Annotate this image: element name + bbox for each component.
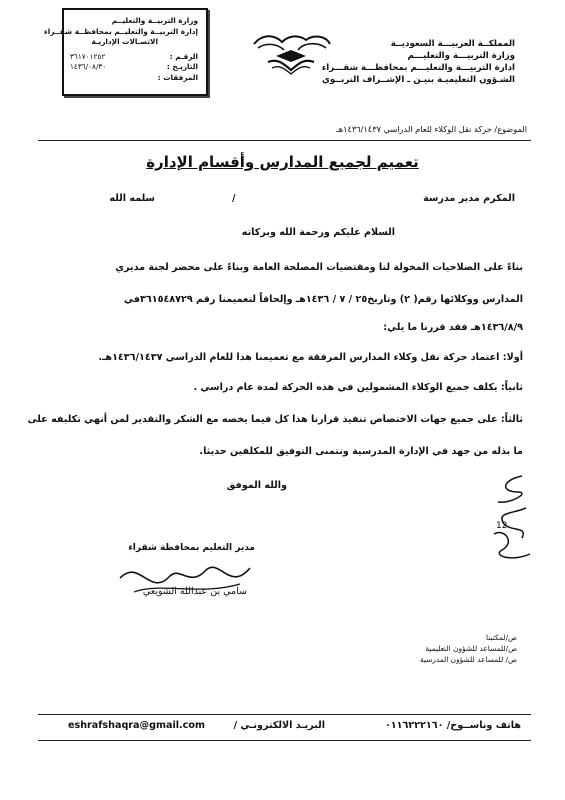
ministry-logo-icon <box>248 30 334 82</box>
paragraph-line-5: ثانياً: يكلف جميع الوكلاء المشمولين في هذه الحركة لمدة عام دراسي . <box>193 382 523 393</box>
stamp-number-value: ٣٦١٧٠١٢٥٢ <box>70 51 106 61</box>
cc-item: ص/للمساعد للشؤون التعليمية <box>425 644 517 653</box>
footer-email-label: البريـد الالكترونـي / <box>233 720 325 731</box>
header-line-2: وزارة التربيـــة والتعليـــم <box>407 51 515 61</box>
signature-scribble-icon <box>110 548 260 608</box>
cc-item: ص/لمكتبنا <box>486 633 517 642</box>
paragraph-line-2: المدارس ووكلائها رقم( ٢) وتاريخ٢٥ / ٧ / ١٤٣٦هـ وإلحاقاً لتعميمنا رقم ٣٦١٥٤٨٧٢٩في <box>124 294 523 305</box>
subject-line: الموضوع/ حركة نقل الوكلاء للعام الدراسي ١٤٣٦/١٤٣٧هـ <box>336 124 527 134</box>
handwritten-note-icon <box>482 468 542 568</box>
signature-name: سامي بن عبدالله الشويعي <box>142 586 247 597</box>
paragraph-line-7: ما بذله من جهد في الإدارة المدرسية ونتمنى التوفيق للمكلفين حديثا. <box>199 446 523 457</box>
svg-text:12: 12 <box>496 521 508 531</box>
addressee: المكرم مدير مدرسة <box>423 193 515 204</box>
cc-list <box>420 632 517 665</box>
stamp-line-1: وزارة التربيــة والتعليــم <box>111 16 198 25</box>
stamp-date-label: التاريـخ : <box>166 62 198 71</box>
footer-divider-bottom <box>38 740 531 741</box>
stamp-number-row <box>70 52 198 63</box>
header-line-1: المملكــة العربيـــة السعوديــة <box>390 39 515 49</box>
closing: والله الموفق <box>226 480 287 491</box>
header-divider <box>38 140 531 141</box>
cc-item: ص/ للمساعد للشؤون المدرسية <box>419 655 517 664</box>
footer-email: eshrafshaqra@gmail.com <box>68 720 205 731</box>
salutation: السلام عليكم ورحمة الله وبركاته <box>241 227 395 238</box>
stamp-line-3: الاتصـالات الإداريـة <box>91 37 158 46</box>
document-title: تعميم لجميع المدارس وأقسام الإدارة <box>146 153 419 171</box>
footer-divider-top <box>38 714 531 715</box>
closing-greeting: سلمه الله <box>109 193 155 204</box>
header-line-3: ادارة التربيـــة والتعليـــم بمحافظـــة شقـــراء <box>321 63 515 73</box>
paragraph-line-3: ١٤٣٦/٨/٩هـ فقد قررنا ما يلي: <box>383 322 523 333</box>
ministry-logo <box>248 30 334 82</box>
stamp-attachments-label: المرفقات : <box>157 72 198 82</box>
paragraph-line-4: أولا: اعتماد حركة نقل وكلاء المدارس المرفقة مع تعميمنا هذا للعام الدراسي ١٤٣٦/١٤٣٧هـ. <box>98 352 523 363</box>
paragraph-line-1: بناءً على الصلاحيات المخولة لنا ومقتضيات المصلحة العامة وبناءً على محضر لجنة مديري <box>115 262 523 273</box>
header-line-4: الشـؤون التعليميـة بنيـن ـ الإشــراف التربــوي <box>321 75 515 85</box>
addressee-slash: / <box>232 193 236 204</box>
signature-title: مدير التعليم بمحافظة شقراء <box>128 543 255 553</box>
stamp-date-row <box>70 62 198 73</box>
footer-phone: هاتف وناســوخ/ ٠١١٦٢٢٢١٦٠ <box>384 720 521 731</box>
incoming-stamp <box>44 8 208 96</box>
paragraph-line-6: ثالثاً: على جميع جهات الاختصاص تنفيذ قرارنا هذا كل فيما يخصه مع الشكر والتقدير لمن أنهي تكليفه على <box>27 414 523 425</box>
stamp-line-2: إدارة التربيــة والتعليــم بمحافظــة شقــراء <box>44 26 198 36</box>
stamp-number-label: الرقـم : <box>169 51 198 61</box>
ministry-header <box>321 38 515 86</box>
stamp-attachments-row <box>70 73 198 84</box>
stamp-date-value: ١٤٣٦/٠٨/٣٠ <box>70 62 107 71</box>
